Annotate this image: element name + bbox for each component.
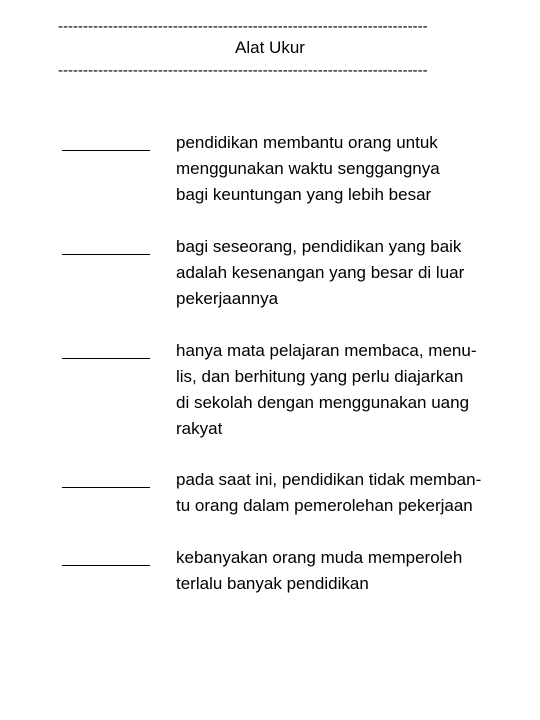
statement-line: kebanyakan orang muda memperoleh: [176, 548, 463, 567]
statement-text: [176, 234, 516, 312]
statement-line: rakyat: [176, 419, 223, 438]
statement-line: pada saat ini, pendidikan tidak memban-: [176, 470, 482, 489]
statement-line: pekerjaannya: [176, 289, 279, 308]
statement-line: menggunakan waktu senggangnya: [176, 159, 440, 178]
statement-line: lis, dan berhitung yang perlu diajarkan: [176, 367, 464, 386]
answer-blank[interactable]: [62, 565, 150, 566]
statement-line: tu orang dalam pemerolehan pekerjaan: [176, 496, 473, 515]
bottom-divider: --------------------------------------------------------------------------: [58, 62, 428, 79]
statement-text: [176, 338, 516, 442]
answer-blank[interactable]: [62, 254, 150, 255]
statement-line: hanya mata pelajaran membaca, menu-: [176, 341, 477, 360]
statement-text: [176, 467, 516, 519]
page-title: Alat Ukur: [235, 38, 305, 57]
statement-line: bagi keuntungan yang lebih besar: [176, 185, 432, 204]
answer-blank[interactable]: [62, 487, 150, 488]
answer-blank[interactable]: [62, 150, 150, 151]
statement-line: pendidikan membantu orang untuk: [176, 133, 438, 152]
top-divider: --------------------------------------------------------------------------: [58, 18, 428, 35]
statement-text: [176, 130, 516, 208]
statement-line: di sekolah dengan menggunakan uang: [176, 393, 470, 412]
statement-line: bagi seseorang, pendidikan yang baik: [176, 237, 462, 256]
answer-blank[interactable]: [62, 358, 150, 359]
statement-line: terlalu banyak pendidikan: [176, 574, 369, 593]
statement-line: adalah kesenangan yang besar di luar: [176, 263, 465, 282]
statement-text: [176, 545, 516, 597]
